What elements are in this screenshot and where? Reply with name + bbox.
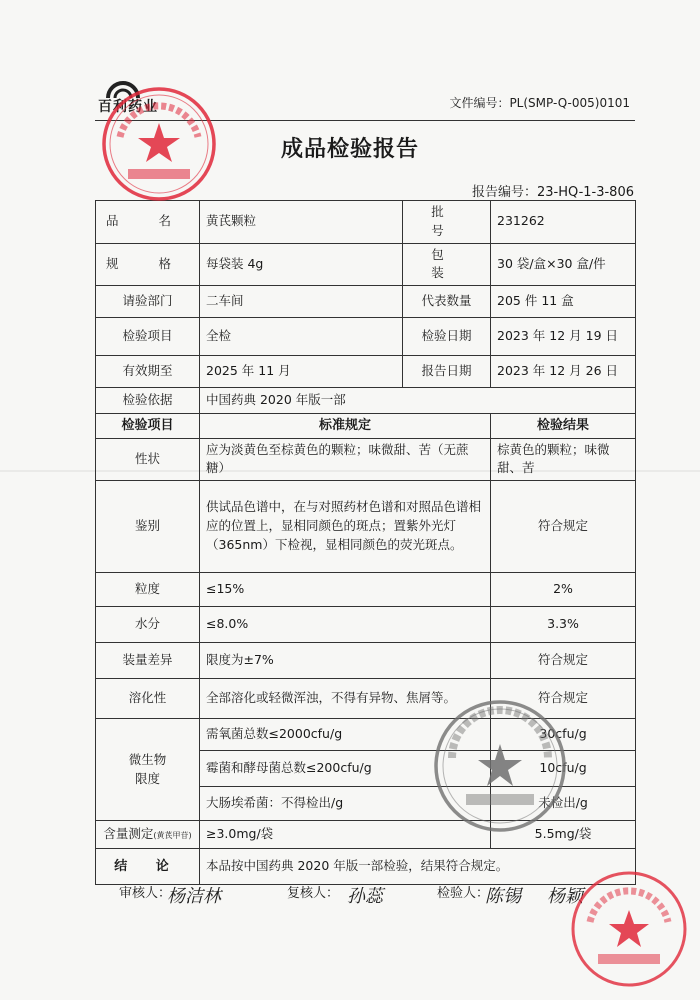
basis-label: 检验依据: [96, 388, 200, 414]
header-standard: 标准规定: [200, 414, 491, 439]
tester-label: 检验人：: [437, 886, 490, 901]
item-label: 检验项目: [96, 318, 200, 356]
distributor-stamp-red: [568, 868, 690, 990]
batch-label: 批 号: [403, 201, 491, 244]
row-basis: [96, 388, 636, 414]
tester-signature-2: 杨颖: [547, 886, 583, 907]
company-stamp-gray: [432, 698, 568, 834]
assay-name-main: 含量测定: [103, 826, 154, 842]
mold-standard: 霉菌和酵母菌总数≤200cfu/g: [200, 751, 491, 787]
ecoli-result: 未检出/g: [491, 787, 636, 821]
reviewer-label: 审核人：: [119, 886, 172, 901]
solubility-result: 符合规定: [491, 679, 636, 719]
test-date-label: 检验日期: [403, 318, 491, 356]
character-result: 棕黄色的颗粒；味微甜、苦: [491, 438, 636, 481]
row-moisture: [96, 607, 636, 643]
page-title: 成品检验报告: [280, 137, 419, 162]
assay-name: [96, 821, 200, 849]
moisture-result: 3.3%: [491, 607, 636, 643]
row-granularity: [96, 573, 636, 607]
tester-signature-1: 陈锡: [485, 886, 521, 907]
assay-result: 5.5mg/袋: [491, 821, 636, 849]
reviewer-signature: 杨洁林: [167, 886, 221, 907]
micro-name: [96, 719, 200, 821]
report-number: 报告编号：23-HQ-1-3-806: [471, 185, 634, 200]
identify-result: 符合规定: [491, 481, 636, 573]
granularity-standard: ≤15%: [200, 573, 491, 607]
row-identify: [96, 481, 636, 573]
quality-dept-stamp-red: [100, 85, 218, 203]
micro-name-line1: 微生物: [128, 751, 167, 767]
aerobic-result: 30cfu/g: [491, 719, 636, 751]
dept-value: 二车间: [200, 286, 403, 318]
logo-text: 百利药业: [98, 99, 158, 115]
basis-value: 中国药典 2020 年版一部: [200, 388, 636, 414]
conclusion-text: 本品按中国药典 2020 年版一部检验，结果符合规定。: [200, 849, 636, 885]
row-product: [96, 201, 636, 244]
row-character: [96, 438, 636, 481]
solubility-standard: 全部溶化或轻微浑浊，不得有异物、焦屑等。: [200, 679, 491, 719]
row-expiry: [96, 356, 636, 388]
checker-signature: 孙蕊: [347, 886, 383, 907]
conclusion-label: 结 论: [96, 849, 200, 885]
assay-standard: ≥3.0mg/袋: [200, 821, 491, 849]
pack-value: 30 袋/盒×30 盒/件: [491, 243, 636, 286]
pack-label: 包 装: [403, 243, 491, 286]
expiry-value: 2025 年 11 月: [200, 356, 403, 388]
granularity-name: 粒度: [96, 573, 200, 607]
item-value: 全检: [200, 318, 403, 356]
row-dept: [96, 286, 636, 318]
moisture-standard: ≤8.0%: [200, 607, 491, 643]
aerobic-standard: 需氧菌总数≤2000cfu/g: [200, 719, 491, 751]
product-label: 品 名: [96, 201, 200, 244]
character-name: 性状: [96, 438, 200, 481]
granularity-result: 2%: [491, 573, 636, 607]
fill-name: 装量差异: [96, 643, 200, 679]
solubility-name: 溶化性: [96, 679, 200, 719]
qty-label: 代表数量: [403, 286, 491, 318]
product-value: 黄芪颗粒: [200, 201, 403, 244]
report-date-value: 2023 年 12 月 26 日: [491, 356, 636, 388]
assay-name-sub: (黄芪甲苷): [153, 831, 192, 841]
results-header-row: [96, 414, 636, 439]
character-standard: 应为淡黄色至棕黄色的颗粒；味微甜、苦（无蔗糖）: [200, 438, 491, 481]
qty-value: 205 件 11 盒: [491, 286, 636, 318]
micro-name-line2: 限度: [134, 770, 160, 786]
header-item: 检验项目: [96, 414, 200, 439]
expiry-label: 有效期至: [96, 356, 200, 388]
moisture-name: 水分: [96, 607, 200, 643]
row-item: [96, 318, 636, 356]
ecoli-standard: 大肠埃希菌：不得检出/g: [200, 787, 491, 821]
fill-standard: 限度为±7%: [200, 643, 491, 679]
header-result: 检验结果: [491, 414, 636, 439]
fill-result: 符合规定: [491, 643, 636, 679]
test-date-value: 2023 年 12 月 19 日: [491, 318, 636, 356]
row-fill: [96, 643, 636, 679]
identify-name: 鉴别: [96, 481, 200, 573]
spec-value: 每袋装 4g: [200, 243, 403, 286]
identify-standard: 供试品色谱中，在与对照药材色谱和对照品色谱相应的位置上，显相同颜色的斑点；置紫外光灯（365nm）下检视，显相同颜色的荧光斑点。: [200, 481, 491, 573]
dept-label: 请验部门: [96, 286, 200, 318]
file-number: 文件编号：PL(SMP-Q-005)0101: [449, 96, 630, 110]
row-spec: [96, 243, 636, 286]
report-date-label: 报告日期: [403, 356, 491, 388]
batch-value: 231262: [491, 201, 636, 244]
mold-result: 10cfu/g: [491, 751, 636, 787]
checker-label: 复核人：: [287, 886, 340, 901]
spec-label: 规 格: [96, 243, 200, 286]
